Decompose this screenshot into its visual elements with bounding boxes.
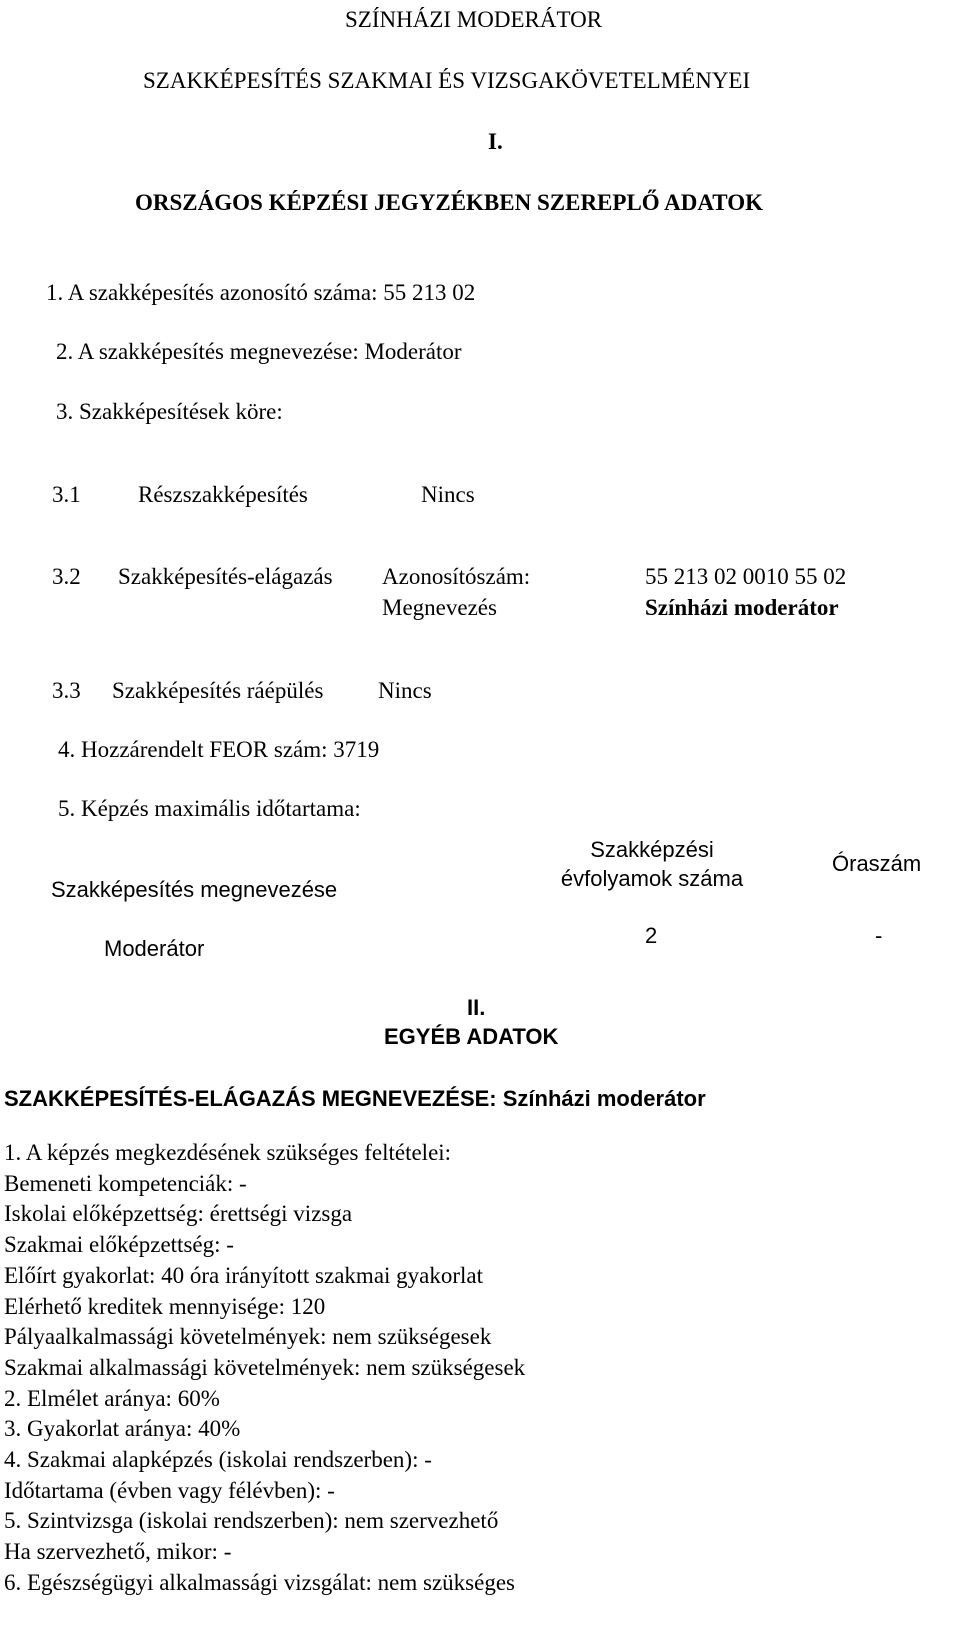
list-item: Előírt gyakorlat: 40 óra irányított szakmai gyakorlat (4, 1262, 484, 1288)
list-item: 4. Szakmai alapképzés (iskolai rendszerben): - (4, 1447, 432, 1473)
row-3-1-label: Részszakképesítés (138, 482, 308, 507)
row-3-2-name-value: Színházi moderátor (645, 595, 839, 620)
list-item: Szakmai alkalmassági követelmények: nem szükségesek (4, 1354, 526, 1380)
row-3-2-id-label: Azonosítószám: (382, 564, 531, 589)
part-one-roman: I. (488, 129, 503, 154)
row-3-1-number: 3.1 (52, 482, 81, 507)
qualification-name-item: 2. A szakképesítés megnevezése: Moderátor (56, 339, 462, 364)
row-3-2-label: Szakképesítés-elágazás (118, 564, 333, 589)
part-two-heading: EGYÉB ADATOK (384, 1024, 559, 1049)
list-item: 5. Szintvizsga (iskolai rendszerben): nem szervezhető (4, 1508, 499, 1534)
table-header-years-line2: évfolyamok száma (560, 866, 744, 891)
document-title: SZÍNHÁZI MODERÁTOR (345, 7, 603, 32)
qualification-id-item: 1. A szakképesítés azonosító száma: 55 213 02 (46, 280, 476, 305)
document-subtitle: SZAKKÉPESÍTÉS SZAKMAI ÉS VIZSGAKÖVETELMÉNYEI (143, 68, 751, 93)
row-3-2-id-value: 55 213 02 0010 55 02 (645, 564, 847, 589)
row-3-3-label: Szakképesítés ráépülés (112, 678, 324, 703)
list-item: Bemeneti kompetenciák: - (4, 1170, 247, 1196)
list-item: Iskolai előképzettség: érettségi vizsga (4, 1201, 353, 1227)
list-item: Időtartama (évben vagy félévben): - (4, 1477, 335, 1503)
feor-item: 4. Hozzárendelt FEOR szám: 3719 (58, 737, 380, 762)
list-item: Szakmai előképzettség: - (4, 1232, 234, 1258)
requirements-list (4, 1138, 525, 1599)
part-two-roman: II. (467, 995, 486, 1020)
training-duration-item: 5. Képzés maximális időtartama: (58, 796, 361, 821)
table-cell-name: Moderátor (104, 936, 205, 961)
row-3-2-number: 3.2 (52, 564, 81, 589)
table-cell-years: 2 (645, 923, 658, 948)
branch-heading: SZAKKÉPESÍTÉS-ELÁGAZÁS MEGNEVEZÉSE: Színházi moderátor (4, 1086, 706, 1111)
list-item: 1. A képzés megkezdésének szükséges feltételei: (4, 1140, 452, 1165)
qualification-scope-item: 3. Szakképesítések köre: (56, 399, 283, 424)
row-3-1-value: Nincs (421, 482, 475, 507)
table-header-name: Szakképesítés megnevezése (51, 877, 338, 902)
table-header-years-line1: Szakképzési (590, 837, 714, 862)
table-cell-hours: - (875, 923, 883, 948)
row-3-2-name-label: Megnevezés (382, 595, 497, 620)
part-one-heading: ORSZÁGOS KÉPZÉSI JEGYZÉKBEN SZEREPLŐ ADATOK (135, 190, 763, 215)
list-item: 2. Elmélet aránya: 60% (4, 1385, 220, 1411)
row-3-3-number: 3.3 (52, 678, 81, 703)
row-3-3-value: Nincs (378, 678, 432, 703)
list-item: 3. Gyakorlat aránya: 40% (4, 1416, 241, 1442)
list-item: Elérhető kreditek mennyisége: 120 (4, 1293, 326, 1319)
list-item: Ha szervezhető, mikor: - (4, 1539, 232, 1565)
list-item: 6. Egészségügyi alkalmassági vizsgálat: nem szükséges (4, 1569, 515, 1595)
table-header-hours: Óraszám (832, 851, 922, 876)
list-item: Pályaalkalmassági követelmények: nem szükségesek (4, 1324, 492, 1350)
